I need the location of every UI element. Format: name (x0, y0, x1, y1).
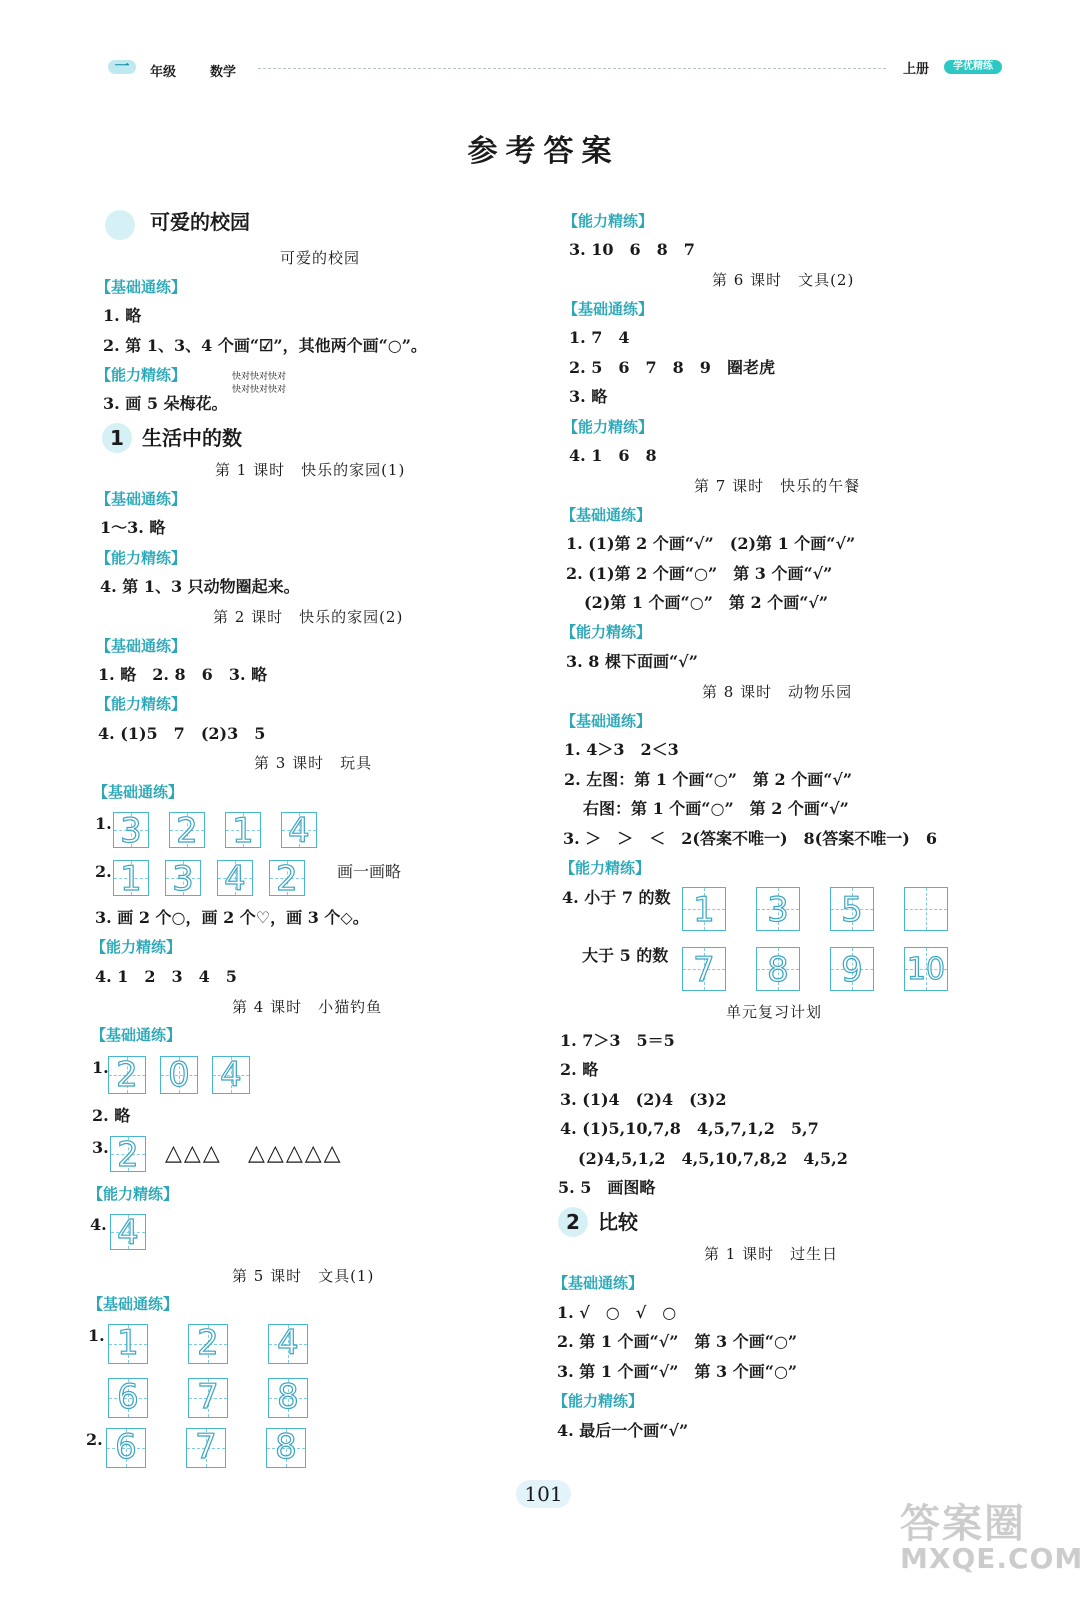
answer-line: 2. 第 1 个画“√” 第 3 个画“○” (557, 1332, 798, 1351)
section-ability: 【能力精练】 (560, 859, 651, 877)
answer-line: 1. 7＞3 5＝5 (560, 1031, 675, 1050)
digit-cell: 4 (217, 860, 253, 896)
answer-line: 4. 1 6 8 (569, 446, 657, 465)
digit-grid-row (110, 1135, 156, 1175)
digit-cell: 3 (165, 860, 201, 896)
item-label: 2. (86, 1430, 103, 1449)
answer-line: 3. 略 (569, 387, 608, 406)
item-label: 4. (90, 1215, 107, 1234)
section-ability: 【能力精练】 (96, 366, 187, 384)
item-label: 2. (95, 862, 112, 881)
answer-line: 右图：第 1 个画“○” 第 2 个画“√” (583, 799, 849, 818)
section-ability: 【能力精练】 (553, 1392, 644, 1410)
digit-cell: 1 (108, 1324, 148, 1364)
lesson-title: 第 7 课时 快乐的午餐 (694, 477, 861, 495)
digit-cell: 4 (281, 812, 317, 848)
digit-cell: 8 (268, 1378, 308, 1418)
digit-grid-row (106, 1428, 316, 1468)
section-basic: 【基础通练】 (96, 278, 187, 296)
section-ability: 【能力精练】 (96, 695, 187, 713)
header-divider (258, 68, 886, 69)
unit1-number: 1 (102, 423, 132, 453)
section-basic: 【基础通练】 (96, 637, 187, 655)
answer-line: (2)第 1 个画“○” 第 2 个画“√” (584, 593, 829, 612)
digit-cell: 5 (830, 887, 874, 931)
digit-grid-row (113, 811, 327, 851)
volume-label: 上册 (903, 62, 930, 77)
digit-cell: 6 (106, 1428, 146, 1468)
watermark-logo: 答案圈 MXQE.COM (900, 1501, 1084, 1575)
answer-line: 3. 第 1 个画“√” 第 3 个画“○” (557, 1362, 798, 1381)
answer-line: 4. 第 1、3 只动物圈起来。 (100, 577, 300, 596)
section-ability: 【能力精练】 (91, 938, 182, 956)
triangles-3: △△△ (165, 1141, 222, 1166)
digit-cell: 8 (756, 947, 800, 991)
digit-cell: 3 (756, 887, 800, 931)
digit-grid-row (108, 1324, 318, 1364)
digit-cell: 7 (186, 1428, 226, 1468)
lesson-title: 单元复习计划 (726, 1003, 823, 1021)
item-label: 3. (92, 1138, 109, 1157)
lesson-title: 第 5 课时 文具(1) (232, 1267, 375, 1285)
handwritten-note: 快对快对快对 (232, 385, 287, 395)
digit-cell: 2 (169, 812, 205, 848)
answer-line: 1～3. 略 (100, 518, 166, 537)
answer-line: 3. 10 6 8 7 (569, 240, 695, 259)
subject-label: 数学 (210, 65, 237, 80)
answer-line: 3. ＞ ＞ ＜ 2(答案不唯一) 8(答案不唯一) 6 (563, 829, 937, 848)
answer-line: 1. 4＞3 2＜3 (564, 740, 679, 759)
answer-line: 2. 第 1、3、4 个画“☑”，其他两个画“○”。 (103, 336, 427, 355)
digit-cell: 2 (188, 1324, 228, 1364)
lesson-title: 第 8 课时 动物乐园 (702, 683, 853, 701)
answer-line: 4. (1)5,10,7,8 4,5,7,1,2 5,7 (560, 1119, 819, 1138)
digit-cell: 1 (682, 887, 726, 931)
section-ability: 【能力精练】 (96, 549, 187, 567)
answer-line: 4. 1 2 3 4 5 (95, 967, 237, 986)
digit-cell: 2 (110, 1136, 146, 1172)
section-basic: 【基础通练】 (93, 783, 184, 801)
answer-note: 画一画略 (337, 862, 402, 881)
digit-grid-row (108, 1056, 260, 1094)
item-label: 1. (95, 814, 112, 833)
lesson-title: 第 2 课时 快乐的家园(2) (213, 608, 404, 626)
section-ability: 【能力精练】 (88, 1185, 179, 1203)
section-basic: 【基础通练】 (553, 1274, 644, 1292)
section-ability: 【能力精练】 (563, 418, 654, 436)
digit-cell: 1 (225, 812, 261, 848)
answer-line: 3. 画 2 个○，画 2 个♡，画 3 个◇。 (95, 908, 369, 927)
item-label: 4. 小于 7 的数 (562, 888, 671, 907)
digit-cell: 2 (269, 860, 305, 896)
digit-cell: 7 (682, 947, 726, 991)
digit-cell: 2 (108, 1056, 146, 1094)
section-basic: 【基础通练】 (561, 506, 652, 524)
unit2-number: 2 (558, 1207, 588, 1237)
answer-line: 1. 略 (103, 306, 142, 325)
answer-line: 2. 左图：第 1 个画“○” 第 2 个画“√” (564, 770, 853, 789)
answer-line: 1. 略 2. 8 6 3. 略 (98, 665, 268, 684)
answer-line: 2. 略 (92, 1106, 131, 1125)
lesson-title: 第 4 课时 小猫钓鱼 (232, 998, 383, 1016)
section-basic: 【基础通练】 (96, 490, 187, 508)
digit-cell: 9 (830, 947, 874, 991)
page-title: 参考答案 (467, 134, 620, 169)
digit-cell: 7 (188, 1378, 228, 1418)
answer-line: 3. 画 5 朵梅花。 (103, 394, 228, 413)
section-basic: 【基础通练】 (561, 712, 652, 730)
digit-grid-row (682, 947, 958, 991)
digit-cell: 4 (212, 1056, 250, 1094)
digit-grid-row (110, 1213, 156, 1253)
digit-grid-row (113, 859, 315, 899)
unit-dot (105, 210, 135, 240)
series-badge: 学优精练 (944, 60, 1002, 74)
unit0-title: 可爱的校园 (150, 210, 250, 234)
section-ability: 【能力精练】 (561, 623, 652, 641)
digit-cell: 3 (113, 812, 149, 848)
triangles-5: △△△△△ (248, 1141, 343, 1166)
lesson-title: 第 3 课时 玩具 (254, 754, 373, 772)
unit0-subtitle: 可爱的校园 (280, 249, 361, 267)
digit-cell: 1 (113, 860, 149, 896)
answer-line: 3. (1)4 (2)4 (3)2 (560, 1090, 727, 1109)
digit-cell: 4 (268, 1324, 308, 1364)
lesson-title: 第 1 课时 快乐的家园(1) (215, 461, 406, 479)
unit1-title: 生活中的数 (142, 426, 242, 450)
digit-cell (904, 887, 948, 931)
section-basic: 【基础通练】 (563, 300, 654, 318)
digit-grid-row (682, 887, 958, 931)
digit-cell: 8 (266, 1428, 306, 1468)
digit-grid-row (108, 1378, 318, 1418)
grade-badge: 一 (108, 60, 136, 74)
unit2-heading (558, 1207, 638, 1237)
handwritten-note: 快对快对快对 (232, 372, 287, 382)
section-basic: 【基础通练】 (88, 1295, 179, 1313)
answer-line: 4. 最后一个画“√” (557, 1421, 689, 1440)
grade-label: 年级 (150, 65, 177, 80)
page-header (0, 58, 1087, 86)
digit-cell: 4 (110, 1214, 146, 1250)
section-basic: 【基础通练】 (91, 1026, 182, 1044)
answer-line: 1. (1)第 2 个画“√” (2)第 1 个画“√” (566, 534, 856, 553)
answer-line: 3. 8 棵下面画“√” (566, 652, 698, 671)
answer-line: 4. (1)5 7 (2)3 5 (98, 724, 266, 743)
answer-line: 1. √ ○ √ ○ (557, 1303, 677, 1322)
answer-line: 5. 5 画图略 (558, 1178, 656, 1197)
digit-cell: 10 (904, 947, 948, 991)
answer-line: 1. 7 4 (569, 328, 630, 347)
lesson-title: 第 6 课时 文具(2) (712, 271, 855, 289)
section-ability: 【能力精练】 (563, 212, 654, 230)
digit-cell: 6 (108, 1378, 148, 1418)
unit2-title: 比较 (598, 1210, 638, 1234)
answer-line: (2)4,5,1,2 4,5,10,7,8,2 4,5,2 (578, 1149, 848, 1168)
item-label: 大于 5 的数 (582, 946, 669, 965)
item-label: 1. (92, 1058, 109, 1077)
answer-line: 2. 略 (560, 1060, 599, 1079)
unit1-heading (102, 423, 242, 453)
answer-line: 2. 5 6 7 8 9 圈老虎 (569, 358, 775, 377)
answer-line: 2. (1)第 2 个画“○” 第 3 个画“√” (566, 564, 833, 583)
digit-cell: 0 (160, 1056, 198, 1094)
page-number: 101 (0, 1482, 1087, 1506)
lesson-title: 第 1 课时 过生日 (704, 1245, 839, 1263)
item-label: 1. (88, 1326, 105, 1345)
